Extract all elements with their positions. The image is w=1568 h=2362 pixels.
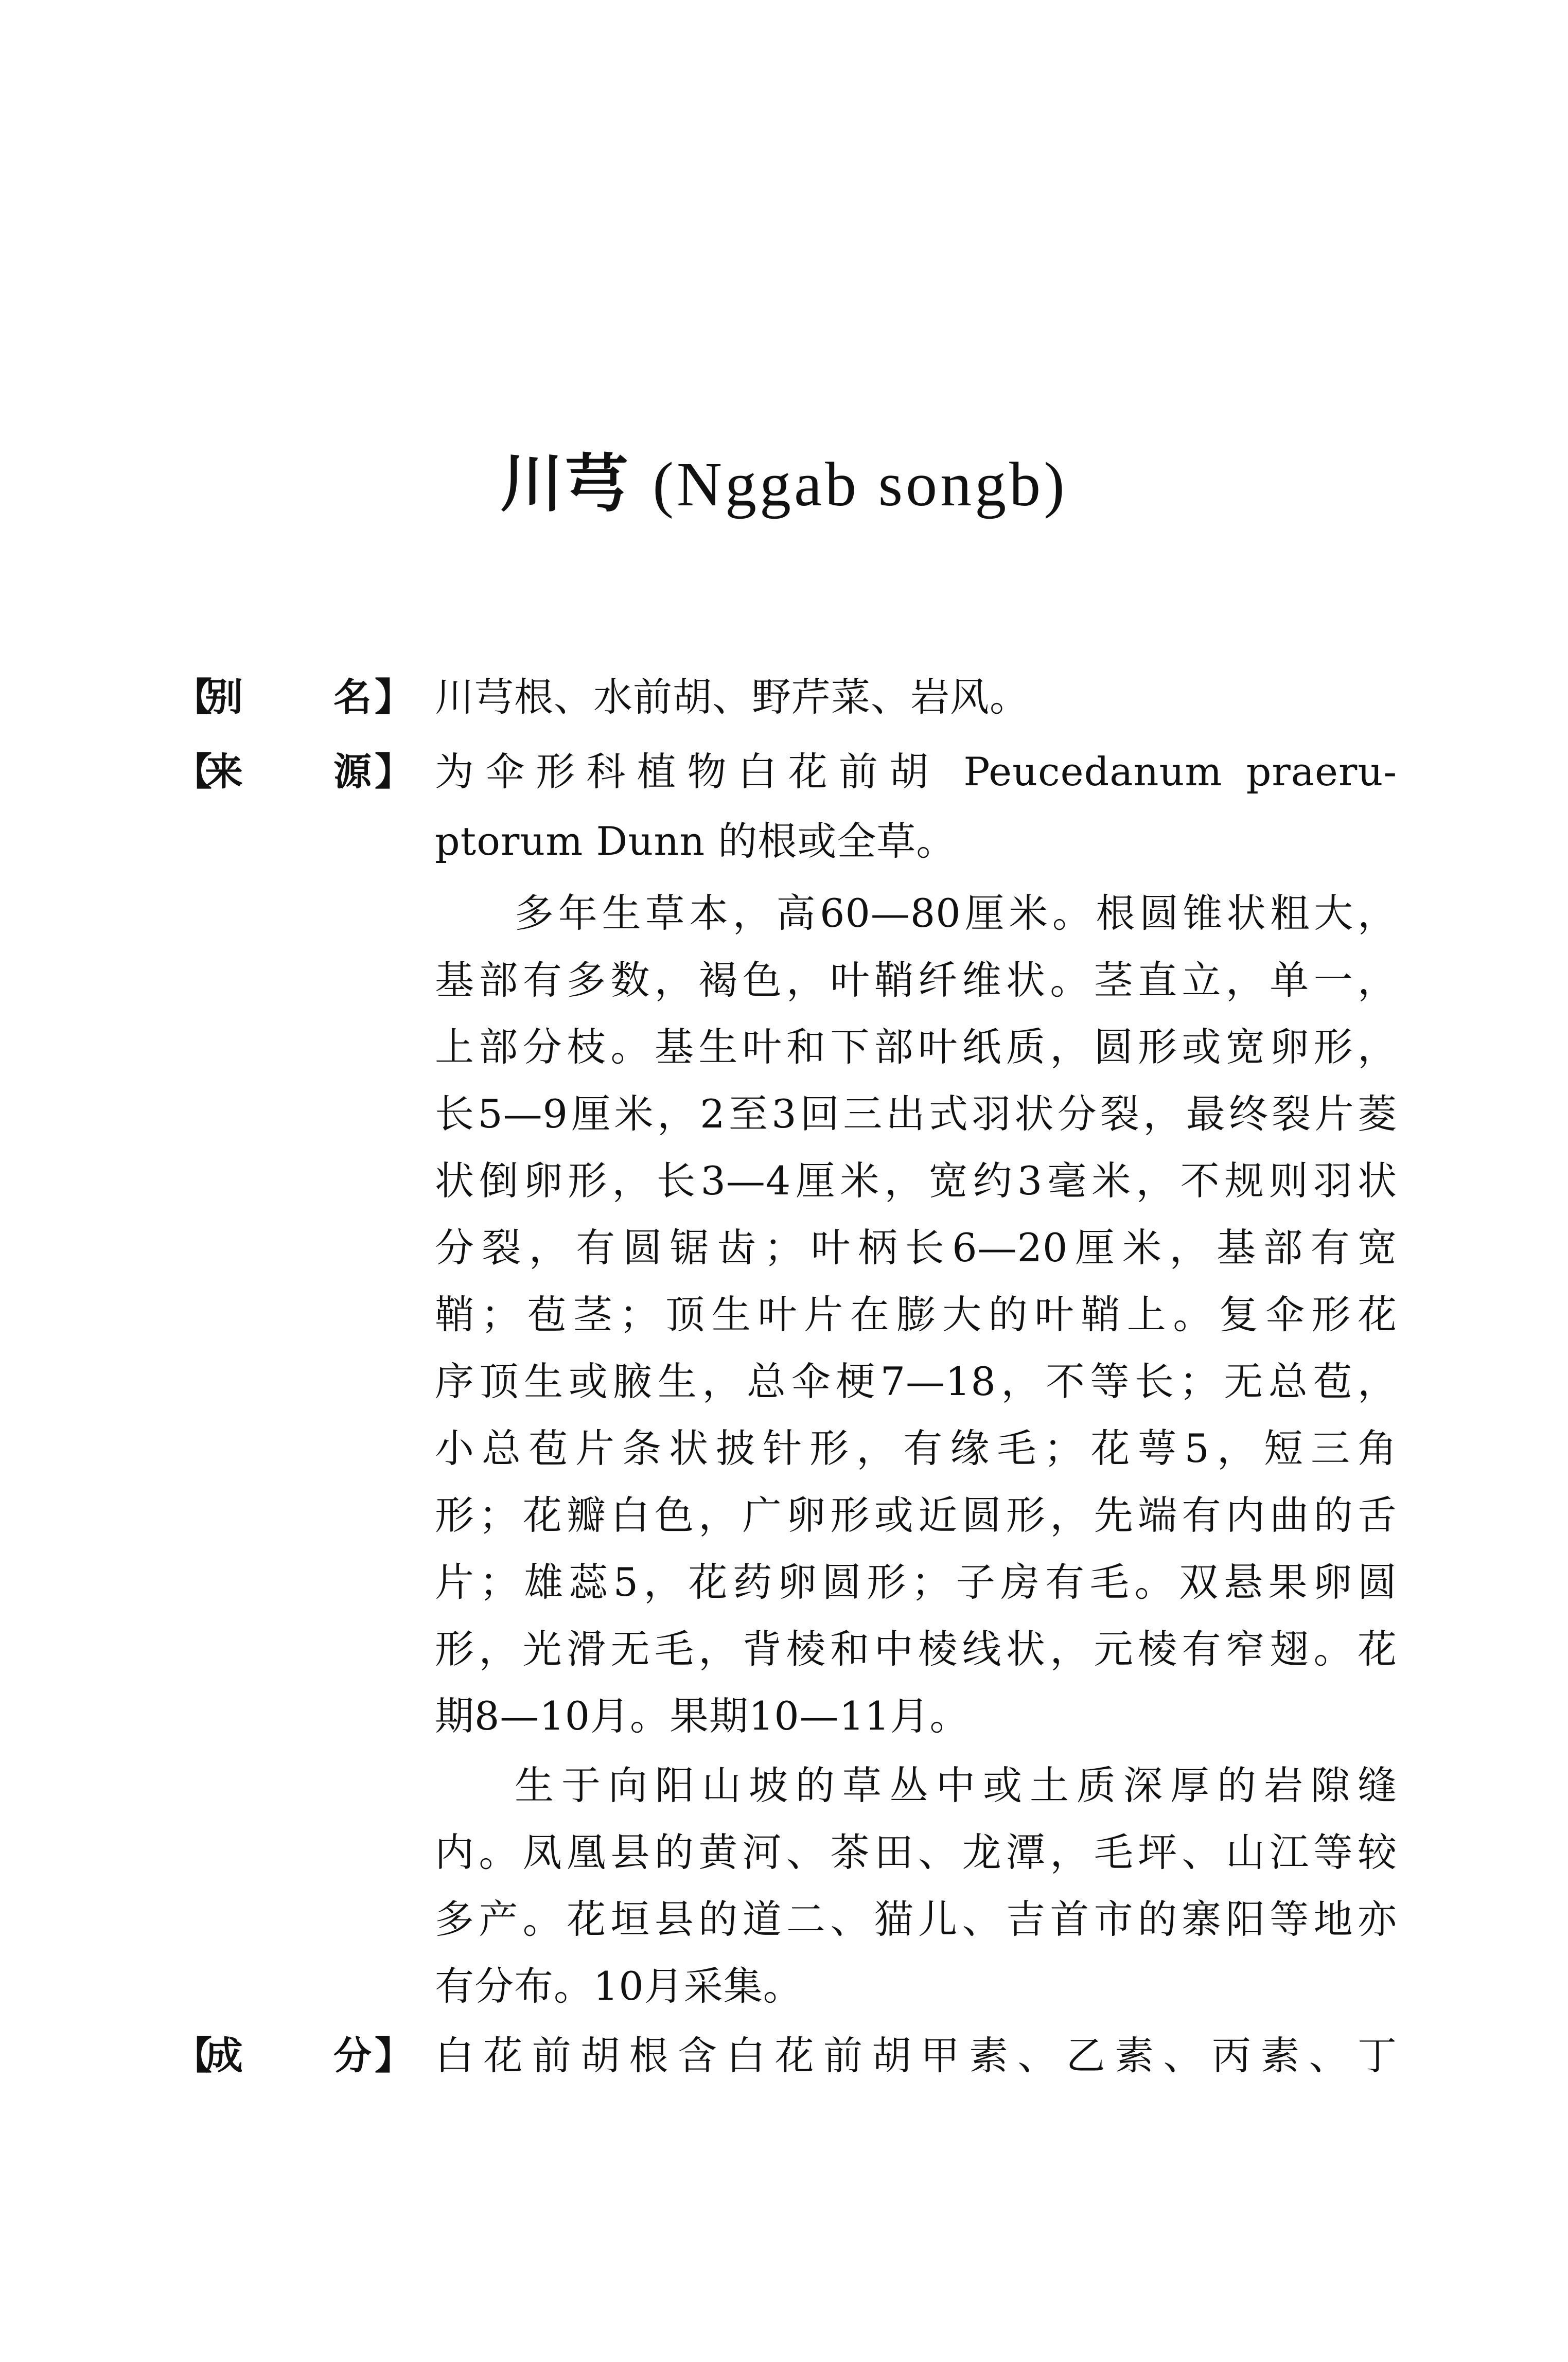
label-bracket-close: 】 [375,675,413,719]
title-chinese: 川芎 [500,447,630,520]
label-bracket-close: 】 [375,750,413,794]
label-char: 成 [205,2034,243,2078]
source-paragraph-line: 序顶生或腋生，总伞梗7—18，不等长；无总苞， [435,1359,1397,1404]
source-paragraph-line: 片；雄蕊5，花药卵圆形；子房有毛。双悬果卵圆 [435,1559,1397,1605]
habitat-line: 内。凤凰县的黄河、茶田、龙潭，毛坪、山江等较 [435,1829,1397,1875]
label-composition [174,2025,431,2087]
label-char: 别 [205,675,243,719]
label-bracket-open: 【 [174,750,212,794]
habitat-line: 多产。花垣县的道二、猫儿、吉首市的寨阳等地亦 [435,1896,1397,1942]
source-paragraph-line: 形；花瓣白色，广卵形或近圆形，先端有内曲的舌 [435,1492,1397,1538]
source-paragraph-line: 基部有多数，褐色，叶鞘纤维状。茎直立，单一， [435,957,1397,1003]
source-paragraph-line: 期8—10月。果期10—11月。 [435,1693,970,1739]
label-char: 分 [333,2034,372,2078]
label-source [174,741,431,803]
source-paragraph-line: 小总苞片条状披针形，有缘毛；花萼5，短三角 [435,1425,1397,1471]
title-latin: (Nggab songb) [653,450,1068,519]
source-line: ptorum Dunn 的根或全草。 [435,818,956,864]
source-paragraph-line: 状倒卵形，长3—4厘米，宽约3毫米，不规则羽状 [435,1158,1397,1204]
source-paragraph-line: 分裂，有圆锯齿；叶柄长6—20厘米，基部有宽 [435,1225,1397,1271]
habitat-line: 生于向阳山坡的草丛中或土质深厚的岩隙缝 [515,1762,1397,1808]
label-bracket-close: 】 [375,2034,413,2078]
source-paragraph-line: 鞘；苞茎；顶生叶片在膨大的叶鞘上。复伞形花 [435,1292,1397,1337]
source-paragraph-line: 长5—9厘米，2至3回三出式羽状分裂，最终裂片菱 [435,1091,1397,1137]
composition-text: 白花前胡根含白花前胡甲素、乙素、丙素、丁 [435,2033,1397,2078]
source-paragraph-line: 上部分枝。基生叶和下部叶纸质，圆形或宽卵形， [435,1024,1397,1070]
label-char: 名 [333,675,372,719]
source-line: 为伞形科植物白花前胡 Peucedanum praeru- [435,749,1397,795]
page-title [0,443,1568,526]
source-paragraph-line: 形，光滑无毛，背棱和中棱线状，元棱有窄翅。花 [435,1626,1397,1672]
source-paragraph-line: 多年生草本，高60—80厘米。根圆锥状粗大， [515,890,1397,936]
label-alias [174,666,431,728]
label-bracket-open: 【 [174,2034,212,2078]
label-char: 源 [333,750,372,794]
habitat-line: 有分布。10月采集。 [435,1963,803,2009]
label-bracket-open: 【 [174,675,212,719]
alias-text: 川芎根、水前胡、野芹菜、岩风。 [435,674,1029,720]
label-char: 来 [205,750,243,794]
